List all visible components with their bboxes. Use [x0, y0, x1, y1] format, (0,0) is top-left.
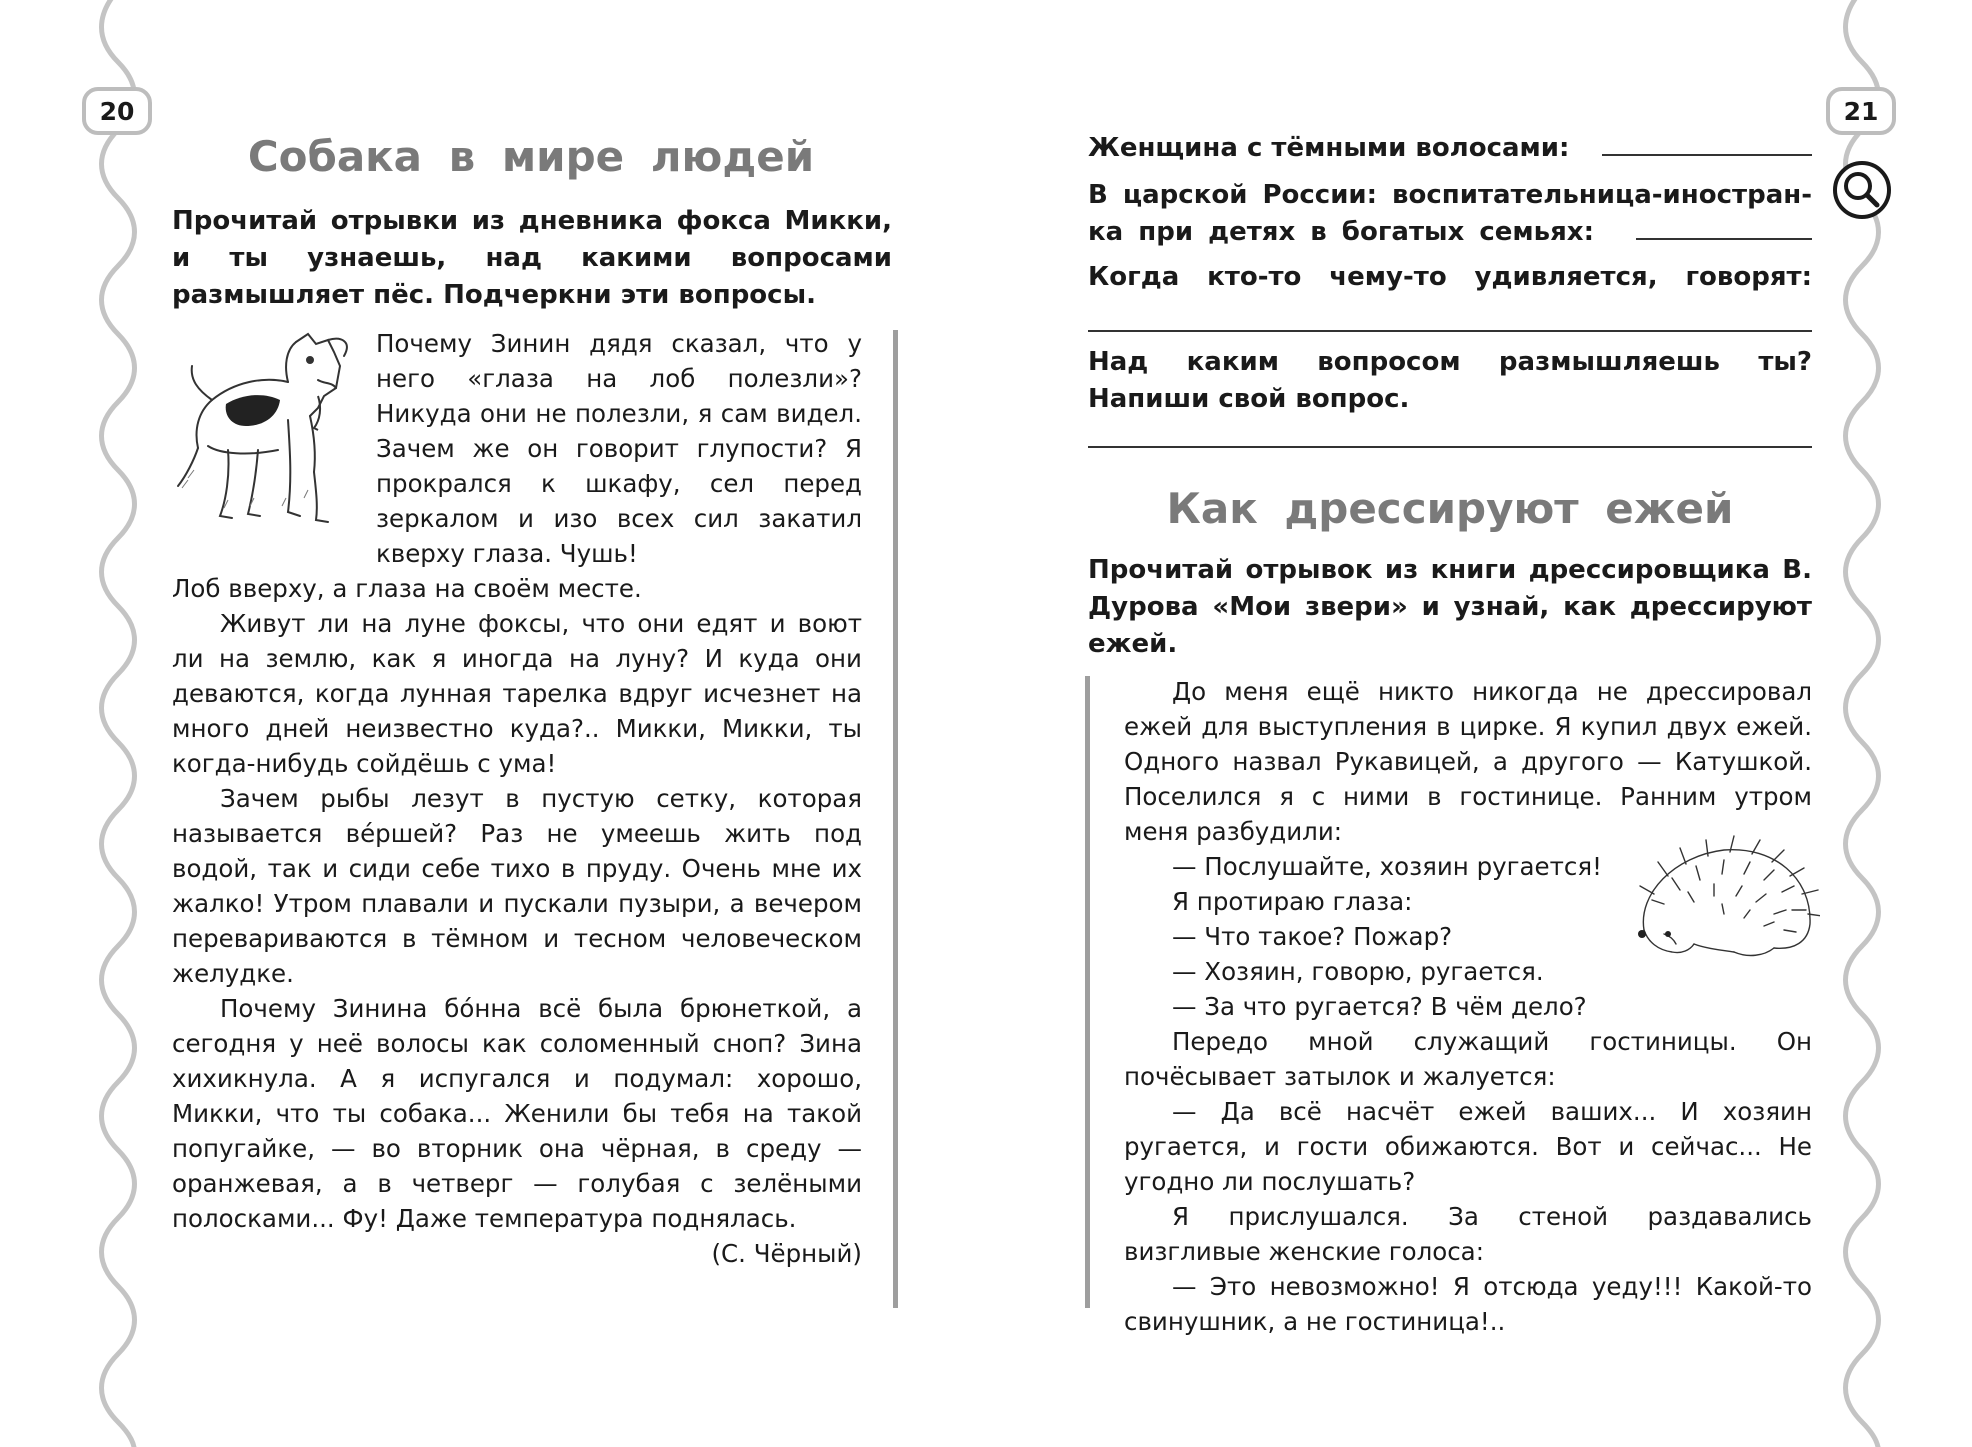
right-task: Прочитай отрывок из книги дрессировщика В. Дурова «Мои звери» и узнай, как дрессируют ежей. [1088, 555, 1812, 659]
page-number-right: 21 [1826, 87, 1896, 135]
left-paragraph-2: Живут ли на луне фоксы, что они едят и воют ли на землю, как я иногда на луну? И куда они деваются, когда лунная тарелка вдруг исчезнет на много дней неизвестно куда?.. Микки, Микки, ты когда-нибудь сойдёшь с ума! [172, 609, 862, 778]
fill-row-1 [1088, 130, 1812, 167]
left-quote-bar [893, 330, 898, 1308]
left-paragraph-1-tail: Лоб вверху, а глаза на своём месте. [172, 574, 642, 603]
left-author: (С. Чёрный) [711, 1239, 862, 1268]
right-story [1124, 674, 1812, 1339]
fill-prompt-1: Женщина с тёмными волосами: [1088, 133, 1570, 163]
right-dialogue-1: — Послушайте, хозяин ругается! [1172, 852, 1602, 881]
answer-line-4[interactable] [1088, 446, 1812, 448]
right-quote-bar [1085, 676, 1090, 1308]
right-title: Как дрессируют ежей [1166, 484, 1734, 533]
left-wave-border [88, 0, 148, 1447]
fill-row-3: Когда кто-то чему-то удивляется, говорят: [1088, 262, 1812, 292]
right-paragraph-1: До меня ещё никто никогда не дрессировал ежей для выступления в цирке. Я купил двух ежей. Одного назвал Рукавицей, а другого — Катушкой. Поселился я с ними в гостинице. Ранним утром меня разбудили: [1124, 677, 1812, 846]
fill-row-2b [1088, 214, 1812, 251]
left-paragraph-1: Почему Зинин дядя сказал, что у него «глаза на лоб полезли»? Никуда они не полезли, я сам видел. Зачем же он говорит глупости? Я прокрался к шкафу, сел перед зеркалом и изо всех сил закатил кверху глаза. Чушь! [376, 329, 862, 568]
left-story [172, 326, 862, 1271]
right-paragraph-3: — Да всё насчёт ежей ваших... И хозяин ругается, и гости обижаются. Вот и сейчас... Не угодно ли послушать? [1124, 1097, 1812, 1196]
left-paragraph-3: Зачем рыбы лезут в пустую сетку, которая называется ве́ршей? Раз не умеешь жить под водой, так и сиди себе тихо в пруду. Очень мне их жалко! Утром плавали и пускали пузыри, а вечером перевариваются в тёмном и тесном человеческом желудке. [172, 784, 862, 988]
left-task: Прочитай отрывки из дневника фокса Микки, и ты узнаешь, над какими вопросами размышляет пёс. Подчеркни эти вопросы. [172, 206, 892, 310]
fill-prompt-2: ка при детях в богатых семьях: [1088, 217, 1594, 247]
right-paragraph-4: Я прислушался. За стеной раздавались визгливые женские голоса: [1124, 1202, 1812, 1266]
left-paragraph-4: Почему Зинина бо́нна всё была брюнеткой, а сегодня у неё волосы как соломенный сноп? Зина хихикнула. А я испугался и подумал: хорошо, Микки, что ты собака... Женили бы тебя на такой попугайке, — во вторник она чёрная, в среду — оранжевая, а в четверг — голубая с зелёными полосками... Фу! Даже температура поднялась. [172, 994, 862, 1233]
magnifier-icon [1832, 160, 1892, 220]
answer-line-1[interactable] [1602, 132, 1812, 156]
right-paragraph-5: — Это невозможно! Я отсюда уеду!!! Какой-то свинушник, а не гостиница!.. [1124, 1272, 1812, 1336]
right-dialogue-2: Я протираю глаза: [1172, 887, 1413, 916]
page-number-left: 20 [82, 87, 152, 135]
right-dialogue-4: — Хозяин, говорю, ругается. [1172, 957, 1544, 986]
answer-line-2[interactable] [1636, 216, 1812, 240]
right-fill-section [1088, 130, 1812, 296]
fill-row-2a: В царской России: воспитательница-иностран- [1088, 180, 1812, 210]
right-question: Над каким вопросом размышляешь ты? Напиши свой вопрос. [1088, 347, 1812, 414]
answer-line-3[interactable] [1088, 330, 1812, 332]
right-dialogue-3: — Что такое? Пожар? [1172, 922, 1453, 951]
right-dialogue-5: — За что ругается? В чём дело? [1172, 992, 1587, 1021]
right-paragraph-2: Передо мной служащий гостиницы. Он почёсывает затылок и жалуется: [1124, 1027, 1812, 1091]
left-title: Собака в мире людей [247, 132, 815, 181]
